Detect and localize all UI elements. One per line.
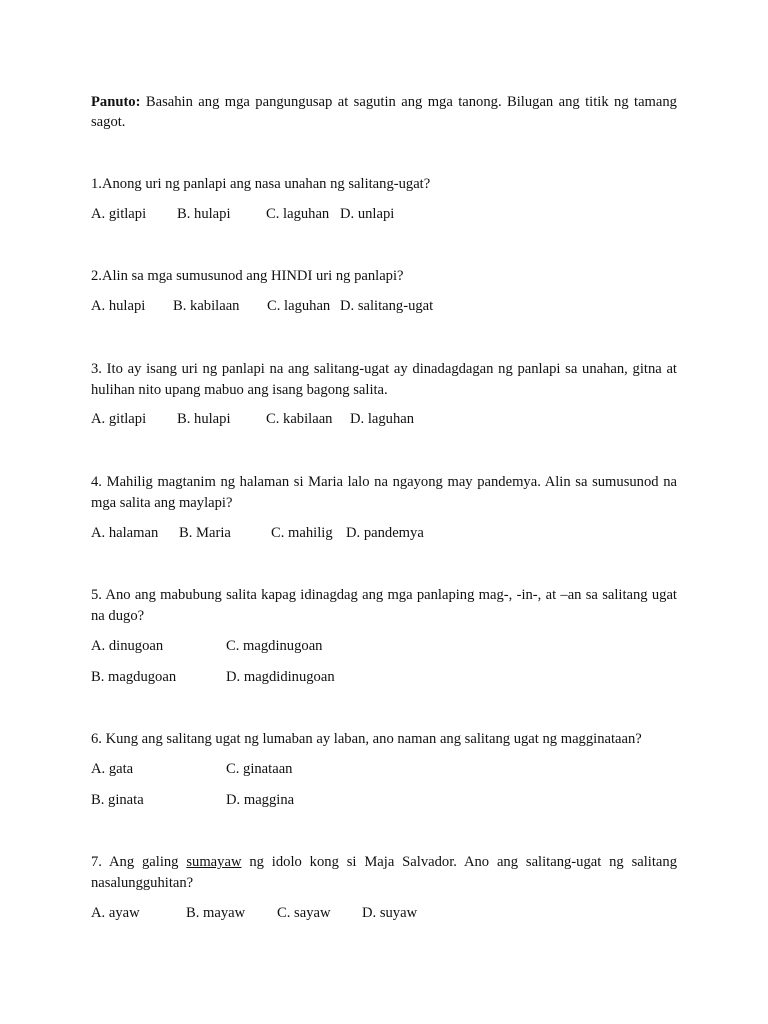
instructions [91,92,677,132]
option-b[interactable]: B. Maria [179,525,231,541]
question-6-options-row-2 [91,792,677,812]
worksheet [91,92,677,921]
question-3: 3. Ito ay isang uri ng panlapi na ang salitang-ugat ay dinadagdagan ng panlapi sa unahan, gitna at hulihan nito upang mabuo ang isang bagong salita. [91,361,677,398]
question-5-options-row-1 [91,638,677,658]
option-c[interactable]: C. laguhan [267,298,331,314]
option-c[interactable]: C. mahilig [271,525,333,541]
question-5-options-row-2 [91,669,677,689]
question-7-text-end: ng idolo kong si Maja Salvador. Ano ang salitang-ugat ng salitang nasalungguhitan? [91,854,677,891]
option-a[interactable]: A. ayaw [91,905,140,921]
option-c[interactable]: C. kabilaan [266,411,333,427]
option-a[interactable]: A. gitlapi [91,411,147,427]
instructions-label: Panuto: [91,94,141,110]
option-c[interactable]: C. magdinugoan [226,638,323,654]
question-2: 2.Alin sa mga sumusunod ang HINDI uri ng panlapi? [91,268,404,284]
option-d[interactable]: D. suyaw [362,905,418,921]
option-b[interactable]: B. hulapi [177,206,231,222]
option-b[interactable]: B. ginata [91,792,144,808]
option-d[interactable]: D. pandemya [346,525,424,541]
option-c[interactable]: C. laguhan [266,206,330,222]
question-7-options [91,905,677,925]
question-3-options [91,411,677,431]
option-a[interactable]: A. dinugoan [91,638,164,654]
question-2-options [91,298,677,318]
option-a[interactable]: A. gitlapi [91,206,147,222]
option-c[interactable]: C. sayaw [277,905,331,921]
question-7-text-start: 7. Ang galing [91,854,187,870]
question-4-options [91,525,677,545]
option-b[interactable]: B. mayaw [186,905,246,921]
question-1-options [91,206,677,226]
option-b[interactable]: B. kabilaan [173,298,240,314]
instructions-text: Basahin ang mga pangungusap at sagutin ang mga tanong. Bilugan ang titik ng tamang sagot. [91,94,677,130]
option-d[interactable]: D. unlapi [340,206,395,222]
option-a[interactable]: A. hulapi [91,298,146,314]
option-a[interactable]: A. gata [91,761,134,777]
option-d[interactable]: D. laguhan [350,411,415,427]
underlined-word: sumayaw [186,854,242,870]
option-d[interactable]: D. maggina [226,792,295,808]
question-5: 5. Ano ang mabubung salita kapag idinagdag ang mga panlaping mag-, -in-, at –an sa salitang ugat na dugo? [91,587,677,624]
option-b[interactable]: B. hulapi [177,411,231,427]
question-6-options-row-1 [91,761,677,781]
question-4: 4. Mahilig magtanim ng halaman si Maria lalo na ngayong may pandemya. Alin sa sumusunod na mga salita ang maylapi? [91,474,677,511]
question-7 [91,852,677,894]
question-6: 6. Kung ang salitang ugat ng lumaban ay laban, ano naman ang salitang ugat ng magginataan? [91,731,642,747]
option-d[interactable]: D. salitang-ugat [340,298,434,314]
question-1: 1.Anong uri ng panlapi ang nasa unahan ng salitang-ugat? [91,176,431,192]
option-b[interactable]: B. magdugoan [91,669,177,685]
option-d[interactable]: D. magdidinugoan [226,669,335,685]
option-c[interactable]: C. ginataan [226,761,293,777]
option-a[interactable]: A. halaman [91,525,159,541]
